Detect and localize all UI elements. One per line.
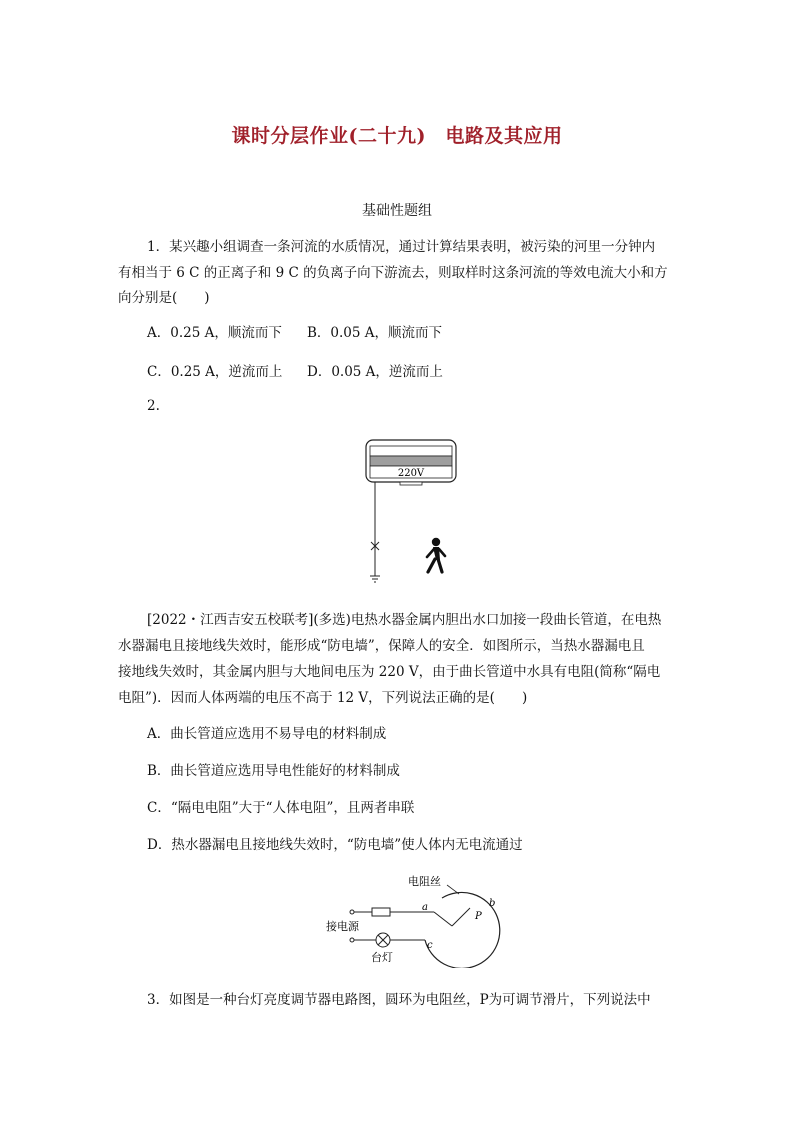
q2-option-d: D．热水器漏电且接地线失效时，“防电墙”使人体内无电流通过 <box>147 837 523 853</box>
label-b: b <box>489 898 496 909</box>
person-icon <box>427 538 445 572</box>
q2-line-1: [2022・江西吉安五校联考](多选)电热水器金属内胆出水口加接一段曲长管道，在电热 <box>147 612 662 628</box>
q1-option-d: D．0.05 A，逆流而上 <box>307 364 443 380</box>
q2-number: 2. <box>147 398 160 414</box>
q2-line-2: 水器漏电且接地线失效时，能形成“防电墙”，保障人的安全．如图所示，当热水器漏电且 <box>118 638 645 654</box>
power-terminal-top <box>350 910 354 914</box>
page-title: 课时分层作业(二十九) 电路及其应用 <box>231 125 563 147</box>
dimmer-circuit-figure <box>322 868 502 968</box>
q1-line-2: 有相当于 6 C 的正离子和 9 C 的负离子向下游流去，则取样时这条河流的等效电流大小和方 <box>118 265 668 281</box>
q1-line-3: 向分别是( ) <box>118 290 210 306</box>
q3-line-1: 3．如图是一种台灯亮度调节器电路图，圆环为电阻丝，P为可调节滑片，下列说法中 <box>147 992 651 1008</box>
label-c: c <box>427 940 433 951</box>
power-terminal-bottom <box>350 938 354 942</box>
q2-option-c: C．“隔电电阻”大于“人体电阻”，且两者串联 <box>147 800 415 816</box>
resistor <box>372 908 390 916</box>
q1-line-1: 1．某兴趣小组调查一条河流的水质情况，通过计算结果表明，被污染的河里一分钟内 <box>147 239 656 255</box>
q1-option-b: B．0.05 A，顺流而下 <box>307 325 443 341</box>
q2-option-b: B．曲长管道应选用导电性能好的材料制成 <box>147 763 400 779</box>
water-heater-figure <box>360 436 470 586</box>
resistance-wire-label: 电阻丝 <box>408 875 441 888</box>
q2-line-4: 电阻”)．因而人体两端的电压不高于 12 V，下列说法正确的是( ) <box>118 690 528 706</box>
q2-option-a: A．曲长管道应选用不易导电的材料制成 <box>147 726 387 742</box>
label-p: P <box>475 911 482 922</box>
q1-option-c: C．0.25 A，逆流而上 <box>147 364 283 380</box>
q1-option-a: A．0.25 A，顺流而下 <box>147 325 282 341</box>
voltage-label: 220V <box>397 468 425 479</box>
slider-p <box>452 908 470 926</box>
section-heading: 基础性题组 <box>362 203 432 219</box>
power-label: 接电源 <box>326 920 359 933</box>
label-a: a <box>422 902 428 913</box>
lamp-label: 台灯 <box>371 951 393 964</box>
q2-line-3: 接地线失效时，其金属内胆与大地间电压为 220 V，由于曲长管道中水具有电阻(简称“隔电 <box>118 664 661 680</box>
